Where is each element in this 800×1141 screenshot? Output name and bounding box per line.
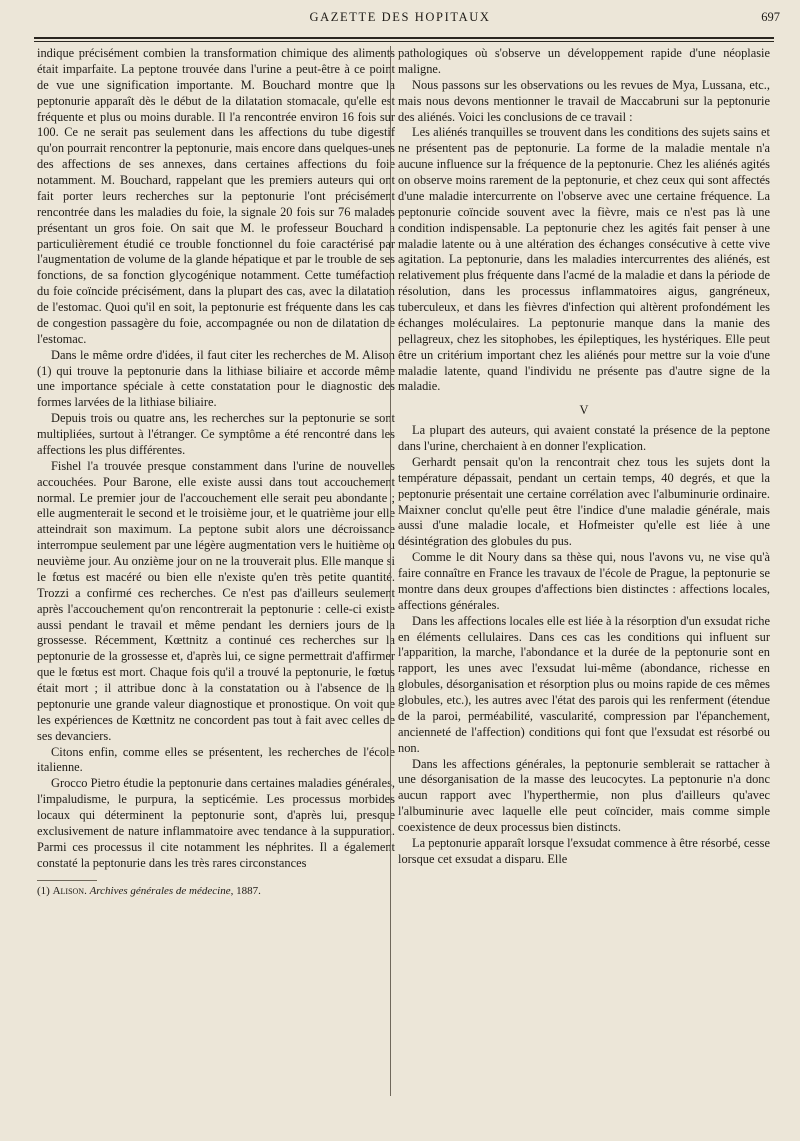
paragraph: Gerhardt pensait qu'on la rencontrait chez tous les sujets dont la température dépassait, pendant un certain temps, 40 degrés, et que la peptonurie présentait une certaine corrélation avec l'albuminurie ordinaire. Maixner conclut qu'elle peut être l'indice d'une maladie générale, mais aussi d'une maladie locale, et Hofmeister qu'elle est liée à une désintégration des globules du pus. (398, 454, 770, 549)
journal-title: GAZETTE DES HOPITAUX (309, 10, 491, 24)
footnote-work: Archives générales de médecine, (89, 884, 234, 897)
paragraph: Dans les affections locales elle est liée à la résorption d'un exsudat riche en éléments cellulaires. Dans ces cas les conditions qui influent sur l'apparition, la marche, l'abondance et la durée de la peptonurie sont en rapport, les unes avec l'exsudat lui-même (abondance, richesse en globules, désorganisation et résorption plus ou moins rapide de ces mêmes globules, etc.), les autres avec l'état des parois qui les renferment (étendue de la paroi, perméabilité, vascularité, compression par l'épanchement, ancienneté de l'affection) conditions qui font que l'exsudat est résorbé ou non. (398, 613, 770, 755)
paragraph: Comme le dit Noury dans sa thèse qui, nous l'avons vu, ne vise qu'à faire connaître en France les travaux de l'école de Prague, la peptonurie se montre dans deux groupes d'affections bien distinctes : affections locales, affections générales. (398, 550, 770, 612)
paragraph: Fishel l'a trouvée presque constamment dans l'urine de nouvelles accouchées. Pour Barone, elle existe aussi dans tout accouchement normal. Le premier jour de l'accouchement elle serait peu abondante ; elle augmenterait le second et le troisième jour, et le quatrième jour elle atteindrait son maximum. La peptone subit alors une décroissance interrompue seulement par une légère augmentation vers le huitième ou neuvième jour. Au onzième jour on ne la trouverait plus. Elle manque si le fœtus est macéré ou bien elle n'existe qu'en très petite quantité. Trozzi a confirmé ces recherches. Ce n'est pas d'ailleurs seulement après l'accouchement qu'on rencontrerait la peptonurie : celle-ci existe aussi pendant le travail et même pendant les derniers jours de la grossesse. Récemment, Kœttnitz a continué ces recherches sur la peptonurie de la grossesse et, d'après lui, ce signe permettrait d'affirmer que le fœtus est mort. Chaque fois qu'il a trouvé la peptonurie, le fœtus était mort ; il attribue donc à la constatation ou à l'absence de la peptonurie une grande valeur diagnostique et pronostique. On voit que les expériences de Kœttnitz ne concordent pas tout à fait avec celles de ses devanciers. (37, 458, 395, 743)
column-divider (390, 46, 391, 1096)
header-rule (34, 37, 774, 42)
paragraph: Depuis trois ou quatre ans, les recherches sur la peptonurie se sont multipliées, surtout à l'étranger. Ce symptôme a été rencontré dans les affections les plus différentes. (37, 411, 395, 457)
footnote (37, 884, 395, 898)
page-header (0, 10, 800, 30)
footnote-marker: (1) (37, 884, 50, 897)
footnote-author: Alison. (52, 884, 87, 897)
paragraph: pathologiques où s'observe un développement rapide d'une néoplasie maligne. (398, 46, 770, 76)
paragraph: Nous passons sur les observations ou les revues de Mya, Lussana, etc., mais nous devons mentionner le travail de Maccabruni sur la peptonurie des aliénés. Voici les conclusions de ce travail : (398, 77, 770, 124)
paragraph: Dans le même ordre d'idées, il faut citer les recherches de M. Alison (1) qui trouve la peptonurie dans la lithiase biliaire et accorde même une importance spéciale à cette constatation pour le diagnostic des formes larvées de la lithiase biliaire. (37, 347, 395, 410)
paragraph: Citons enfin, comme elles se présentent, les recherches de l'école italienne. (37, 744, 395, 775)
footnote-year: 1887. (236, 884, 261, 897)
paragraph: La plupart des auteurs, qui avaient constaté la présence de la peptone dans l'urine, cherchaient à en donner l'explication. (398, 423, 770, 453)
paragraph: Grocco Pietro étudie la peptonurie dans certaines maladies générales, l'impaludisme, le purpura, la septicémie. Les processus morbides locaux qui déterminent la peptonurie sont, d'après lui, presque exclusivement de nature inflammatoire avec tendance à la suppuration. Parmi ces processus il cite notamment les néphrites. Il a également constaté la peptonurie dans les très rares circonstances (37, 776, 395, 870)
footnote-rule (37, 880, 97, 881)
right-column (398, 46, 770, 868)
paragraph: La peptonurie apparaît lorsque l'exsudat commence à être résorbé, cesse lorsque cet exsudat a disparu. Elle (398, 835, 770, 866)
paragraph: Les aliénés tranquilles se trouvent dans les conditions des sujets sains et ne présentent pas de peptonurie. La forme de la maladie mentale n'a aucune influence sur la fréquence de la peptonurie. Chez les aliénés agités on observe moins rarement de la peptonurie, et chez ceux qui sont affectés d'une maladie intercurrente on l'observe avec une certaine fréquence. La peptonurie coïncide souvent avec la fièvre, mais ce n'est pas là une condition indispensable. La peptonurie chez les agités fait penser à une maladie latente ou à une altération des échanges consécutive à cette vive agitation. La peptonurie, dans les maladies intercurrentes des aliénés, est relativement plus fréquente dans l'acmé de la maladie et dans la période de résolution, dans les processus inflammatoires aigus, gangréneux, tuberculeux, et dans les fièvres d'infection qui altèrent profondément les échanges moléculaires. La peptonurie manque dans la manie des pellagreux, chez les sitophobes, les épileptiques, les hystériques. Elle peut être un critérium important chez les aliénés pour mettre sur la voie d'une maladie latente, quand l'individu ne présente pas d'autre signe de la maladie. (398, 125, 770, 394)
paragraph: indique précisément combien la transformation chimique des aliments était imparfaite. La peptone trouvée dans l'urine a peut-être à ce point de vue une signification importante. M. Bouchard montre que la peptonurie apparaît dès le début de la dilatation stomacale, qu'elle est fréquente et plus ou moins durable. Il l'a rencontrée environ 16 fois sur 100. Ce ne serait pas seulement dans les affections du tube digestif qu'on pourrait rencontrer la peptonurie, mais encore dans quelques-unes des affections de ses annexes, dans certaines affections du foie notamment. M. Bouchard, rappelant que les premiers auteurs qui ont fait porter leurs recherches sur la peptonurie l'ont précisément rencontrée dans les maladies du foie, la signale 20 fois sur 76 malades présentant un gros foie. On sait que M. le professeur Bouchard a particulièrement étudié ce trouble fonctionnel du foie caractérisé par l'augmentation de volume de la glande hépatique et par le trouble de ses fonctions, de sa fonction glycogénique notamment. Cette tuméfaction du foie coïncide précisément, dans la plupart des cas, avec la dilatation de l'estomac. Quoi qu'il en soit, la peptonurie est fréquente dans les cas de congestion passagère du foie, accompagnée ou non de dilatation de l'estomac. (37, 46, 395, 346)
paragraph: Dans les affections générales, la peptonurie semblerait se rattacher à une désorganisation de la masse des leucocytes. La peptonurie n'a donc aucun rapport avec l'hyperthermie, non plus d'ailleurs qu'avec l'albuminurie avec laquelle elle peut coïncider, mais comme simple coexistence de deux processus bien distincts. (398, 756, 770, 834)
left-column (37, 46, 395, 898)
section-number: V (579, 403, 589, 418)
page-number: 697 (761, 10, 780, 24)
